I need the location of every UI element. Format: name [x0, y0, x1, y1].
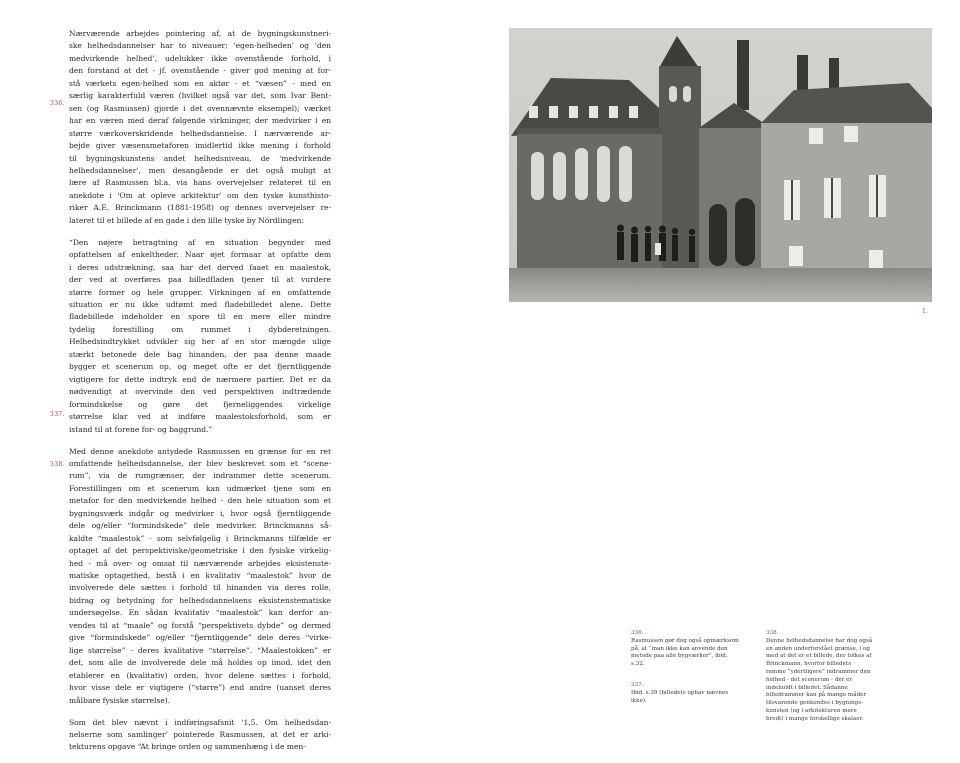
- text-line: kaldte “maalestok” - som selvfølgelig i Brinckmanns tilfælde er: [69, 533, 331, 543]
- footnote-line: Rasmussen gør dog også opmærksom: [631, 637, 739, 644]
- text-line: stå værkets egen-helhed som en aktør - et “væsen” - med en: [69, 78, 331, 88]
- text-line: særlig karakterfuld væren (hvilket også var det, som Ivar Bent-: [69, 91, 331, 101]
- building-photograph: [509, 28, 932, 302]
- text-line: matiske optagethed, bestå i en kvalitativ “maalestok” hvor de: [69, 571, 331, 581]
- text-line: ske helhedsdannelser har to niveauer; ‘egen-helheden’ og ‘den: [69, 41, 331, 51]
- text-line: Forestillingen om et scenerum kan udmærket tjene som en: [69, 483, 331, 493]
- quote-line: istand til at forene for- og baggrund.”: [69, 424, 213, 434]
- figure-number: 1.: [922, 308, 928, 315]
- footnote-line: metode paa alle bygværker”, ibid.: [631, 653, 728, 660]
- footnote-marker-338[interactable]: 338.: [50, 461, 65, 468]
- footnote-line: på, at “man ikke kan anvende den: [631, 645, 728, 652]
- text-line: målbare fysiske størrelse).: [69, 695, 171, 705]
- text-line: helhedsdannelser’, men desangående er det også muligt at: [69, 165, 331, 175]
- text-line: riker A.E. Brinckmann (1881-1958) og dennes overvejelser re-: [69, 203, 331, 213]
- text-line: etablerer en (kvalitativ) orden, hvor delene sættes i forhold,: [69, 670, 331, 680]
- footnote-338: [766, 630, 906, 724]
- text-line: hed - må over- og omsat til nærværende arbejdes eksistenste-: [69, 558, 331, 568]
- brinckmann-quote: [69, 237, 331, 436]
- text-line: give “formindskede” og/eller “fjerntliggende” dele deres “virke-: [69, 633, 331, 643]
- text-line: undersøgelse. En sådan kvalitativ “maalestok” kan derfor an-: [69, 608, 331, 618]
- paragraph-1: [69, 28, 331, 227]
- text-line: lære af Rasmussen bl.a. via hans overvejelser relateret til en: [69, 178, 331, 188]
- footnote-line: kunsten (og i arkitekturen mere: [766, 707, 857, 714]
- text-line: rum”, via de rumgrænser, der indrammer dette scenerum.: [69, 471, 331, 481]
- footnote-line: bredt) i mange forskellige skalaer.: [766, 715, 864, 722]
- text-line: til bygningskunstens andet helhedsniveau, de ‘medvirkende: [69, 153, 331, 163]
- footnote-line: helhed - det scenerum - der er: [766, 676, 853, 683]
- quote-line: Helhedsindtrykket udvikler sig her af en stor mængde ulige: [69, 337, 331, 347]
- text-line: medvirkende helhed’, udelukker ikke ovenstående forhold, i: [69, 53, 331, 63]
- quote-line: situation er nu ikke udtømt med fladebilledet alene. Dette: [69, 300, 331, 310]
- text-line: Som det blev nævnt i indføringsafsnit ‘1.5. Om helhedsdan-: [69, 717, 331, 727]
- main-text-column: [69, 28, 331, 763]
- footnote-line: tilsvarende genkendes i bygnings-: [766, 700, 864, 707]
- quote-line: der ved at overføres paa billedfladen tjener til at vurdere: [69, 275, 331, 285]
- quote-line: større former og hele grupper. Virkningen af en omfattende: [69, 287, 331, 297]
- quote-line: fladebillede indeholder en spore til en mere eller mindre: [69, 312, 331, 322]
- text-line: lateret til et billede af en gade i den lille tyske by Nördlingen:: [69, 215, 304, 225]
- text-line: tekturens opgave “At bringe orden og sammenhæng i de men-: [69, 742, 306, 752]
- footnote-line: ramme “ydertligere” indrammer den: [766, 668, 871, 675]
- footnote-337: [631, 682, 751, 705]
- text-line: sen (og Rasmussen) gjorde i det ovennævnte eksempel); værket: [69, 103, 331, 113]
- quote-line: i deres udstrækning, saa har det derved faaet en maalestok,: [69, 262, 331, 272]
- text-line: bidrag og betydning for helhedsdannelsens eksistenstematiske: [69, 595, 331, 605]
- footnote-line: s.32.: [631, 661, 645, 668]
- paragraph-3: [69, 717, 331, 754]
- footnote-line: indeholdt i billedet. Sådanne: [766, 684, 848, 691]
- text-line: lige størrelse” - deres kvalitative “størrelse”. “Maalestokken” er: [69, 645, 331, 655]
- text-line: Med denne anekdote antydede Rasmussen en grænse for en ret: [69, 446, 331, 456]
- footnote-line: Denne helhedsdannelse har dog også: [766, 637, 873, 644]
- footnote-number: 338.: [766, 630, 779, 636]
- text-line: optaget af det perspektiviske/geometriske i den fysiske virkelig-: [69, 546, 331, 556]
- text-line: anekdote i ‘Om at opleve arkitektur’ om den tyske kunsthisto-: [69, 190, 331, 200]
- footnote-line: med at det er et billede, der tolkes af: [766, 653, 872, 660]
- quote-line: opfattelsen af enkeltheder. Naar øjet formaar at opfatte dem: [69, 250, 331, 260]
- footnote-number: 337.: [631, 682, 644, 688]
- quote-line: tydelig forestilling om rummet i dybderetningen.: [69, 324, 331, 334]
- footnote-line: en anden underforstået grænse, i og: [766, 645, 870, 652]
- footnote-336: [631, 630, 751, 669]
- footnote-marker-337[interactable]: 337.: [50, 411, 65, 418]
- text-line: dele og/eller “formindskede” dele medvirker. Brinckmanns så-: [69, 521, 331, 531]
- text-line: større værkoverskridende helhedsdannelse. I nærværende ar-: [69, 128, 331, 138]
- text-line: den forstand at det - jf. ovenstående - giver god mening at for-: [69, 66, 331, 76]
- text-line: hvor visse dele er vigtigere (“større”) end andre (uanset deres: [69, 683, 331, 693]
- quote-line: stærkt betonede dele bag hinanden, der paa denne maade: [69, 349, 331, 359]
- paragraph-2: [69, 446, 331, 708]
- footnote-line: billedrammer kan på mange måder: [766, 692, 867, 699]
- quote-line: “Den nøjere betragtning af en situation begynder med: [69, 237, 331, 247]
- text-line: Nærværende arbejdes pointering af, at de bygningskunstneri-: [69, 29, 331, 38]
- quote-line: formindskelse og gøre det fjerneliggendes virkelige: [69, 399, 331, 409]
- text-line: vendes til at “maale” og forstå “perspektivets dybde” og dermed: [69, 620, 331, 630]
- text-line: har en væren med deraf følgende virkninger, der medvirker i en: [69, 116, 331, 126]
- quote-line: størrelse klar ved at indføre maalestoksforhold, som er: [69, 412, 331, 422]
- footnote-line: Ibid. s.39 (billedets ophav nævnes: [631, 689, 729, 696]
- text-line: det, som alle de involverede dele må holdes op imod, idet den: [69, 658, 331, 668]
- text-line: metafor for den medvirkende helhed - den hele situation som et: [69, 496, 331, 506]
- quote-line: bygger et scenerum op, og meget ofte er det fjerntliggende: [69, 362, 331, 372]
- text-line: omfattende helhedsdannelse, der blev beskrevet som et “scene-: [69, 458, 331, 468]
- footnote-marker-336[interactable]: 336.: [50, 100, 65, 107]
- text-line: involverede dele sættes i forhold til hinanden via deres rolle,: [69, 583, 331, 593]
- footnote-line: ikke).: [631, 697, 647, 704]
- building-photo-illustration: [509, 28, 932, 302]
- text-line: bejde giver væsensmetaforen imidlertid ikke mening i forhold: [69, 141, 331, 151]
- footnote-line: Brinckmann, hvorfor billedets: [766, 661, 852, 668]
- text-line: nelserne som samlinger’ pointerede Rasmussen, at det er arki-: [69, 729, 331, 739]
- quote-line: vigtigere for dette indtryk end de nærmere partier. Det er da: [69, 374, 331, 384]
- text-line: bygningsværk indgår og medvirker i, hvor også fjerntliggende: [69, 508, 331, 518]
- footnote-number: 336.: [631, 630, 644, 636]
- quote-line: nødvendigt at overvinde den ved perspektiven indtrædende: [69, 387, 331, 397]
